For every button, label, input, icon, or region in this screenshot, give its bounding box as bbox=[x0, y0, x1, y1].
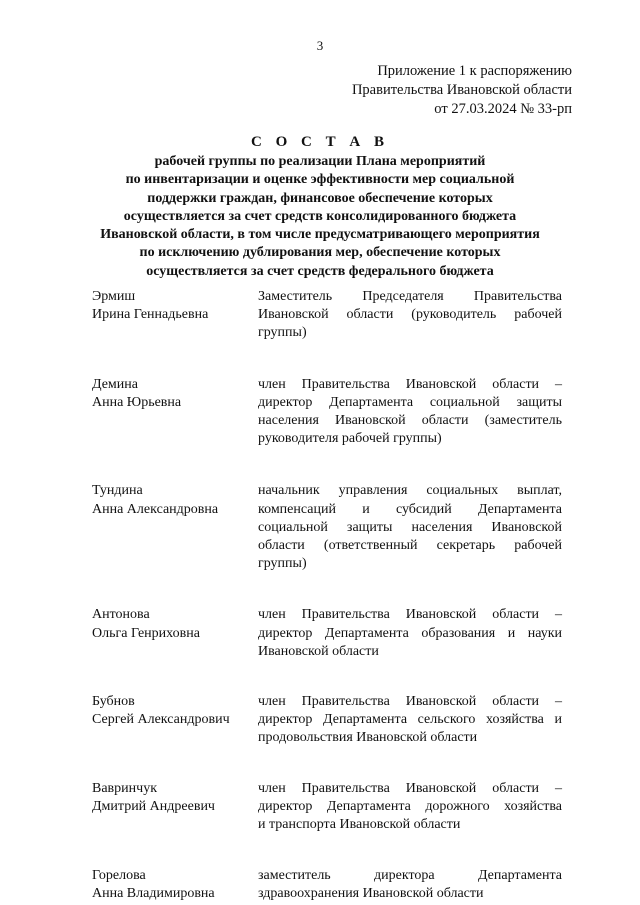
member-name bbox=[92, 376, 258, 449]
role-line: Заместитель Председателя Правительства bbox=[258, 289, 562, 304]
role-line: член Правительства Ивановской области – bbox=[258, 376, 562, 392]
member-entry bbox=[92, 780, 562, 835]
role-line: продовольствия Ивановской области bbox=[258, 730, 478, 746]
appendix-line: Приложение 1 к распоряжению bbox=[377, 63, 572, 79]
heading-line: по исключению дублирования мер, обеспечение которых bbox=[139, 245, 501, 261]
role-line: член Правительства Ивановской области – bbox=[258, 694, 562, 710]
member-entry bbox=[92, 288, 562, 343]
role-line: заместитель директора Департамента bbox=[258, 868, 562, 884]
role-line: начальник управления социальных выплат, bbox=[258, 483, 562, 499]
member-name bbox=[92, 780, 258, 835]
role-line: директор Департамента образования и науки bbox=[258, 625, 562, 641]
role-line: социальной защиты населения Ивановской bbox=[258, 519, 562, 535]
heading-line: осуществляется за счет средств консолидированного бюджета bbox=[123, 208, 517, 224]
member-entry bbox=[92, 376, 562, 449]
appendix-note bbox=[352, 62, 572, 119]
heading-line: осуществляется за счет средств федерального бюджета bbox=[146, 263, 494, 279]
role-line: директор Департамента дорожного хозяйства bbox=[258, 798, 562, 814]
role-line: области (ответственный секретарь рабочей bbox=[258, 538, 562, 554]
member-entry bbox=[92, 867, 562, 903]
document-heading bbox=[60, 133, 580, 281]
member-name bbox=[92, 482, 258, 573]
member-surname: Бубнов bbox=[92, 694, 135, 710]
appendix-line: Правительства Ивановской области bbox=[351, 82, 572, 98]
member-surname: Эрмиш bbox=[92, 289, 136, 304]
role-line: директор Департамента сельского хозяйства и bbox=[258, 712, 562, 728]
page-number: 3 bbox=[316, 38, 324, 53]
member-name bbox=[92, 867, 258, 903]
heading-line: по инвентаризации и оценке эффективности мер социальной bbox=[125, 172, 515, 188]
member-given-name: Анна Юрьевна bbox=[92, 394, 182, 410]
role-line: группы) bbox=[258, 325, 307, 341]
role-line: и транспорта Ивановской области bbox=[258, 817, 461, 833]
member-role bbox=[258, 288, 562, 343]
member-surname: Антонова bbox=[92, 607, 150, 623]
member-given-name: Сергей Александрович bbox=[92, 712, 230, 728]
member-name bbox=[92, 606, 258, 661]
member-entry bbox=[92, 606, 562, 661]
member-role bbox=[258, 482, 562, 573]
member-role bbox=[258, 606, 562, 661]
heading-line: рабочей группы по реализации Плана мероприятий bbox=[154, 154, 486, 169]
member-given-name: Анна Александровна bbox=[92, 501, 219, 517]
heading-line: Ивановской области, в том числе предусматривающего мероприятия bbox=[100, 227, 540, 243]
members-list bbox=[92, 288, 562, 904]
member-given-name: Анна Владимировна bbox=[92, 886, 215, 902]
member-entry bbox=[92, 693, 562, 748]
role-line: здравоохранения Ивановской области bbox=[258, 886, 484, 902]
member-name bbox=[92, 693, 258, 748]
role-line: Ивановской области bbox=[258, 643, 379, 659]
role-line: Ивановской области (руководитель рабочей bbox=[258, 307, 562, 323]
member-role bbox=[258, 867, 562, 903]
member-surname: Демина bbox=[92, 376, 138, 392]
member-role bbox=[258, 693, 562, 748]
member-role bbox=[258, 780, 562, 835]
member-entry bbox=[92, 482, 562, 573]
member-given-name: Ирина Геннадьевна bbox=[92, 307, 209, 323]
role-line: член Правительства Ивановской области – bbox=[258, 607, 562, 623]
member-surname: Горелова bbox=[92, 868, 146, 884]
role-line: компенсаций и субсидий Департамента bbox=[258, 501, 562, 517]
role-line: населения Ивановской области (заместитель bbox=[258, 413, 562, 429]
appendix-line: от 27.03.2024 № 33-рп bbox=[434, 101, 572, 117]
member-given-name: Ольга Генриховна bbox=[92, 625, 200, 641]
member-name bbox=[92, 288, 258, 343]
member-role bbox=[258, 376, 562, 449]
member-surname: Тундина bbox=[92, 483, 143, 499]
role-line: руководителя рабочей группы) bbox=[258, 431, 442, 447]
role-line: директор Департамента социальной защиты bbox=[258, 394, 562, 410]
member-given-name: Дмитрий Андреевич bbox=[92, 798, 215, 814]
role-line: член Правительства Ивановской области – bbox=[258, 780, 562, 796]
role-line: группы) bbox=[258, 556, 307, 572]
heading-line: поддержки граждан, финансовое обеспечение которых bbox=[147, 190, 493, 206]
heading-title: С О С Т А В bbox=[251, 134, 389, 150]
member-surname: Вавринчук bbox=[92, 780, 157, 796]
